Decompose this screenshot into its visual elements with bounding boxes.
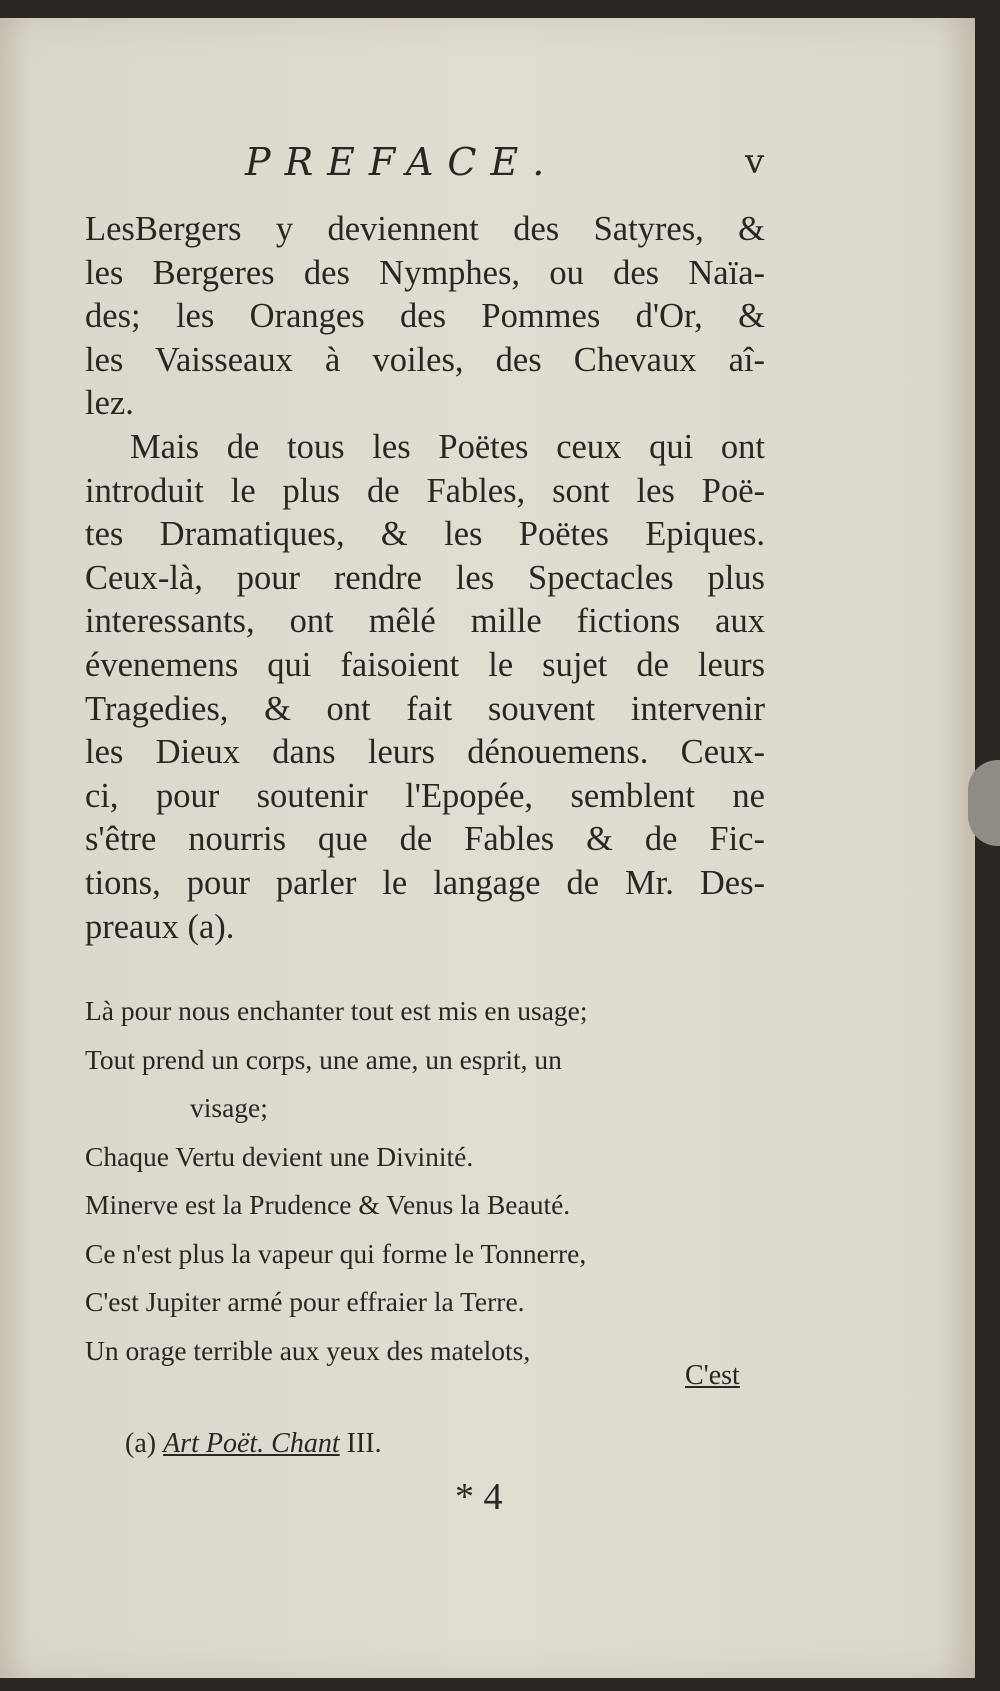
signature-mark: * 4: [455, 1476, 503, 1518]
paragraph: [85, 426, 765, 949]
text-line: les Dieux dans leurs dénouemens. Ceux-: [85, 733, 765, 772]
verse-line: Chaque Vertu devient une Divinité.: [85, 1140, 474, 1172]
verse-line: visage;: [190, 1092, 268, 1123]
verse-line: C'est Jupiter armé pour effraier la Terre.: [85, 1286, 525, 1317]
text-line: lez.: [85, 384, 134, 423]
catchword: C'est: [685, 1360, 740, 1391]
footnote-number: III.: [346, 1428, 382, 1459]
text-line: des; les Oranges des Pommes d'Or, &: [85, 297, 765, 336]
verse-quotation: [85, 987, 765, 1375]
verse-line: Tout prend un corps, une ame, un esprit, un: [85, 1043, 562, 1075]
footnote-marker: (a): [125, 1428, 157, 1459]
text-line: les Vaisseaux à voiles, des Chevaux aî-: [85, 340, 765, 379]
verse-line: Minerve est la Prudence & Venus la Beauté.: [85, 1189, 571, 1220]
page-number: v: [745, 142, 765, 182]
text-line: introduit le plus de Fables, sont les Poë-: [85, 471, 765, 510]
text-line: s'être nourris que de Fables & de Fic-: [85, 820, 765, 859]
text-line: Mais de tous les Poëtes ceux qui ont: [130, 427, 765, 466]
text-line: Tragedies, & ont fait souvent intervenir: [85, 689, 765, 728]
text-line: tions, pour parler le langage de Mr. Des-: [85, 863, 765, 902]
text-line: interessants, ont mêlé mille fictions aux: [85, 602, 765, 641]
body-text: [85, 208, 765, 949]
text-line: évenemens qui faisoient le sujet de leurs: [85, 645, 765, 684]
running-head: PREFACE.: [245, 140, 559, 184]
footnote-reference: Art Poët. Chant: [163, 1428, 340, 1459]
text-line: LesBergers y deviennent des Satyres, &: [85, 210, 765, 248]
page-tab: [968, 760, 1000, 846]
text-line: tes Dramatiques, & les Poëtes Epiques.: [85, 515, 765, 554]
verse-line: Un orage terrible aux yeux des matelots,: [85, 1334, 531, 1366]
text-line: Ceux-là, pour rendre les Spectacles plus: [85, 558, 765, 597]
verse-line: Ce n'est plus la vapeur qui forme le Tonnerre,: [85, 1237, 587, 1269]
text-line: les Bergeres des Nymphes, ou des Naïa-: [85, 253, 765, 292]
paragraph: [85, 208, 765, 426]
text-line: ci, pour soutenir l'Epopée, semblent ne: [85, 776, 765, 815]
page-header: [220, 140, 780, 190]
footnote: [125, 1428, 382, 1460]
verse-line: Là pour nous enchanter tout est mis en usage;: [85, 995, 588, 1026]
text-line: preaux (a).: [85, 907, 235, 946]
